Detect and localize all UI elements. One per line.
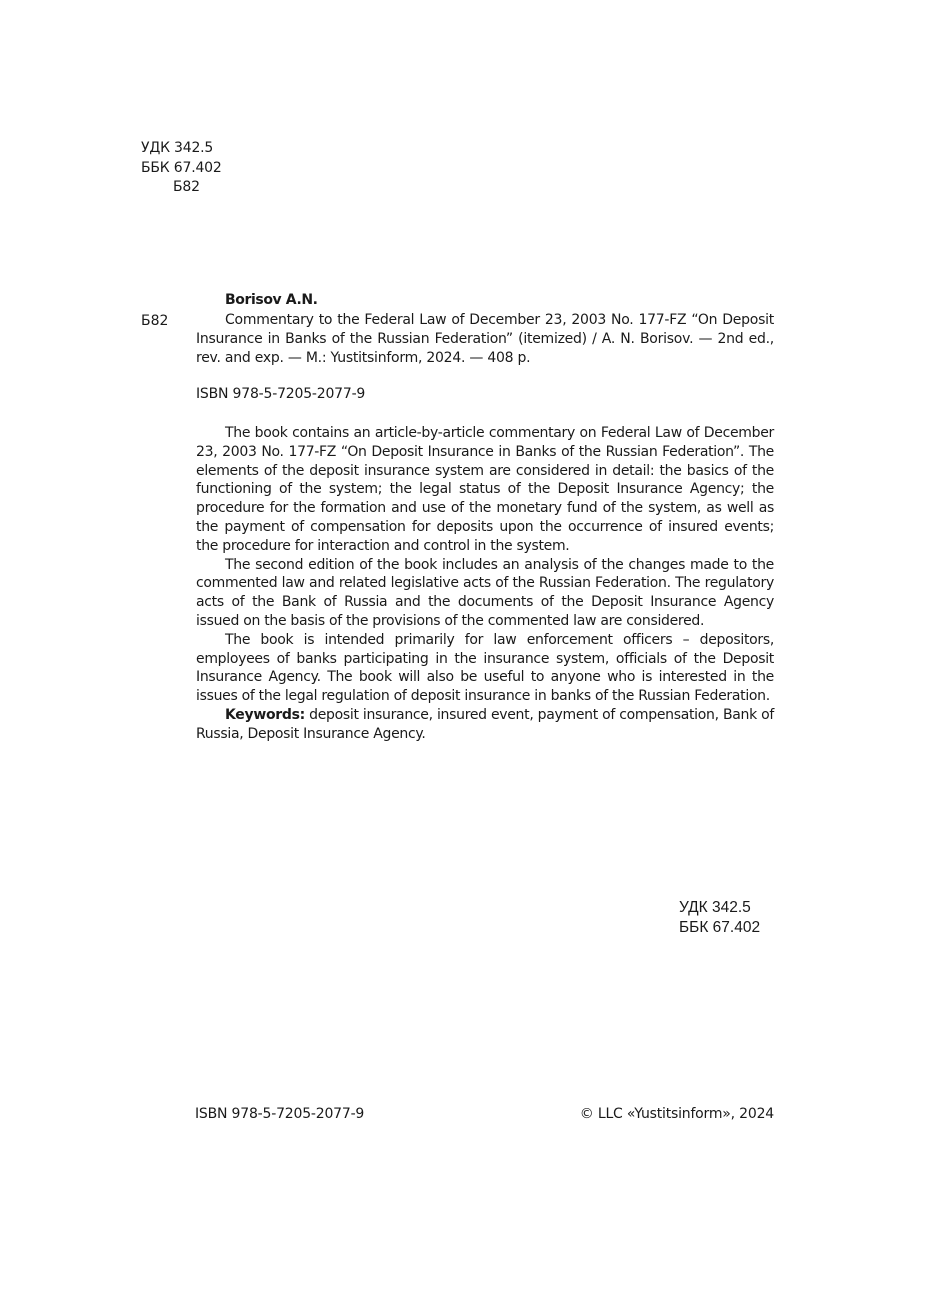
classification-codes-top: [141, 139, 222, 198]
udk-code: УДК 342.5: [141, 140, 214, 156]
copyright: © LLC «Yustitsinform», 2024: [579, 1106, 774, 1122]
bbk-code: ББК 67.402: [141, 159, 222, 176]
bbk-code: ББК 67.402: [679, 918, 761, 936]
author-mark-side: Б82: [141, 313, 169, 329]
keywords-text: deposit insurance, insured event, payment of compensation, Bank of Russia, Deposit Insurance Agency.: [196, 706, 774, 742]
author-name: Borisov A.N.: [225, 292, 318, 308]
abstract: [196, 424, 774, 744]
udk-code: УДК 342.5: [679, 899, 751, 916]
abstract-paragraph: The second edition of the book includes an analysis of the changes made to the commented law and related legislative acts of the Russian Federation. The regulatory acts of the Bank of Russia and the documents of the Deposit Insurance Agency issued on the basis of the provisions of the commented law are considered.: [196, 556, 774, 629]
abstract-paragraph: The book is intended primarily for law enforcement officers – depositors, employees of banks participating in the insurance system, officials of the Deposit Insurance Agency. The book will also be useful to anyone who is interested in the issues of the legal regulation of deposit insurance in banks of the Russian Federation.: [196, 631, 774, 705]
abstract-paragraph: The book contains an article-by-article commentary on Federal Law of December 23, 2003 No. 177-FZ “On Deposit Insurance in Banks of the Russian Federation”. The elements of the deposit insurance system are considered in detail: the basics of the functioning of the system; the legal status of the Deposit Insurance Agency; the procedure for the formation and use of the monetary fund of the system, as well as the payment of compensation for deposits upon the occurrence of insured events; the procedure for interaction and control in the system.: [196, 425, 774, 554]
keywords-label: Keywords:: [225, 706, 305, 723]
author-mark: Б82: [173, 179, 200, 195]
isbn-entry: ISBN 978-5-7205-2077-9: [196, 386, 366, 402]
isbn-footer: ISBN 978-5-7205-2077-9: [195, 1106, 365, 1122]
keywords: [196, 706, 774, 744]
bibliographic-description: Commentary to the Federal Law of December 23, 2003 No. 177-FZ “On Deposit Insurance in Banks of the Russian Federation” (itemized) / A. N. Borisov. — 2nd ed., rev. and exp. — M.: Yustitsinform, 2024. — 408 p.: [196, 312, 774, 366]
classification-codes-bottom: [679, 898, 760, 937]
